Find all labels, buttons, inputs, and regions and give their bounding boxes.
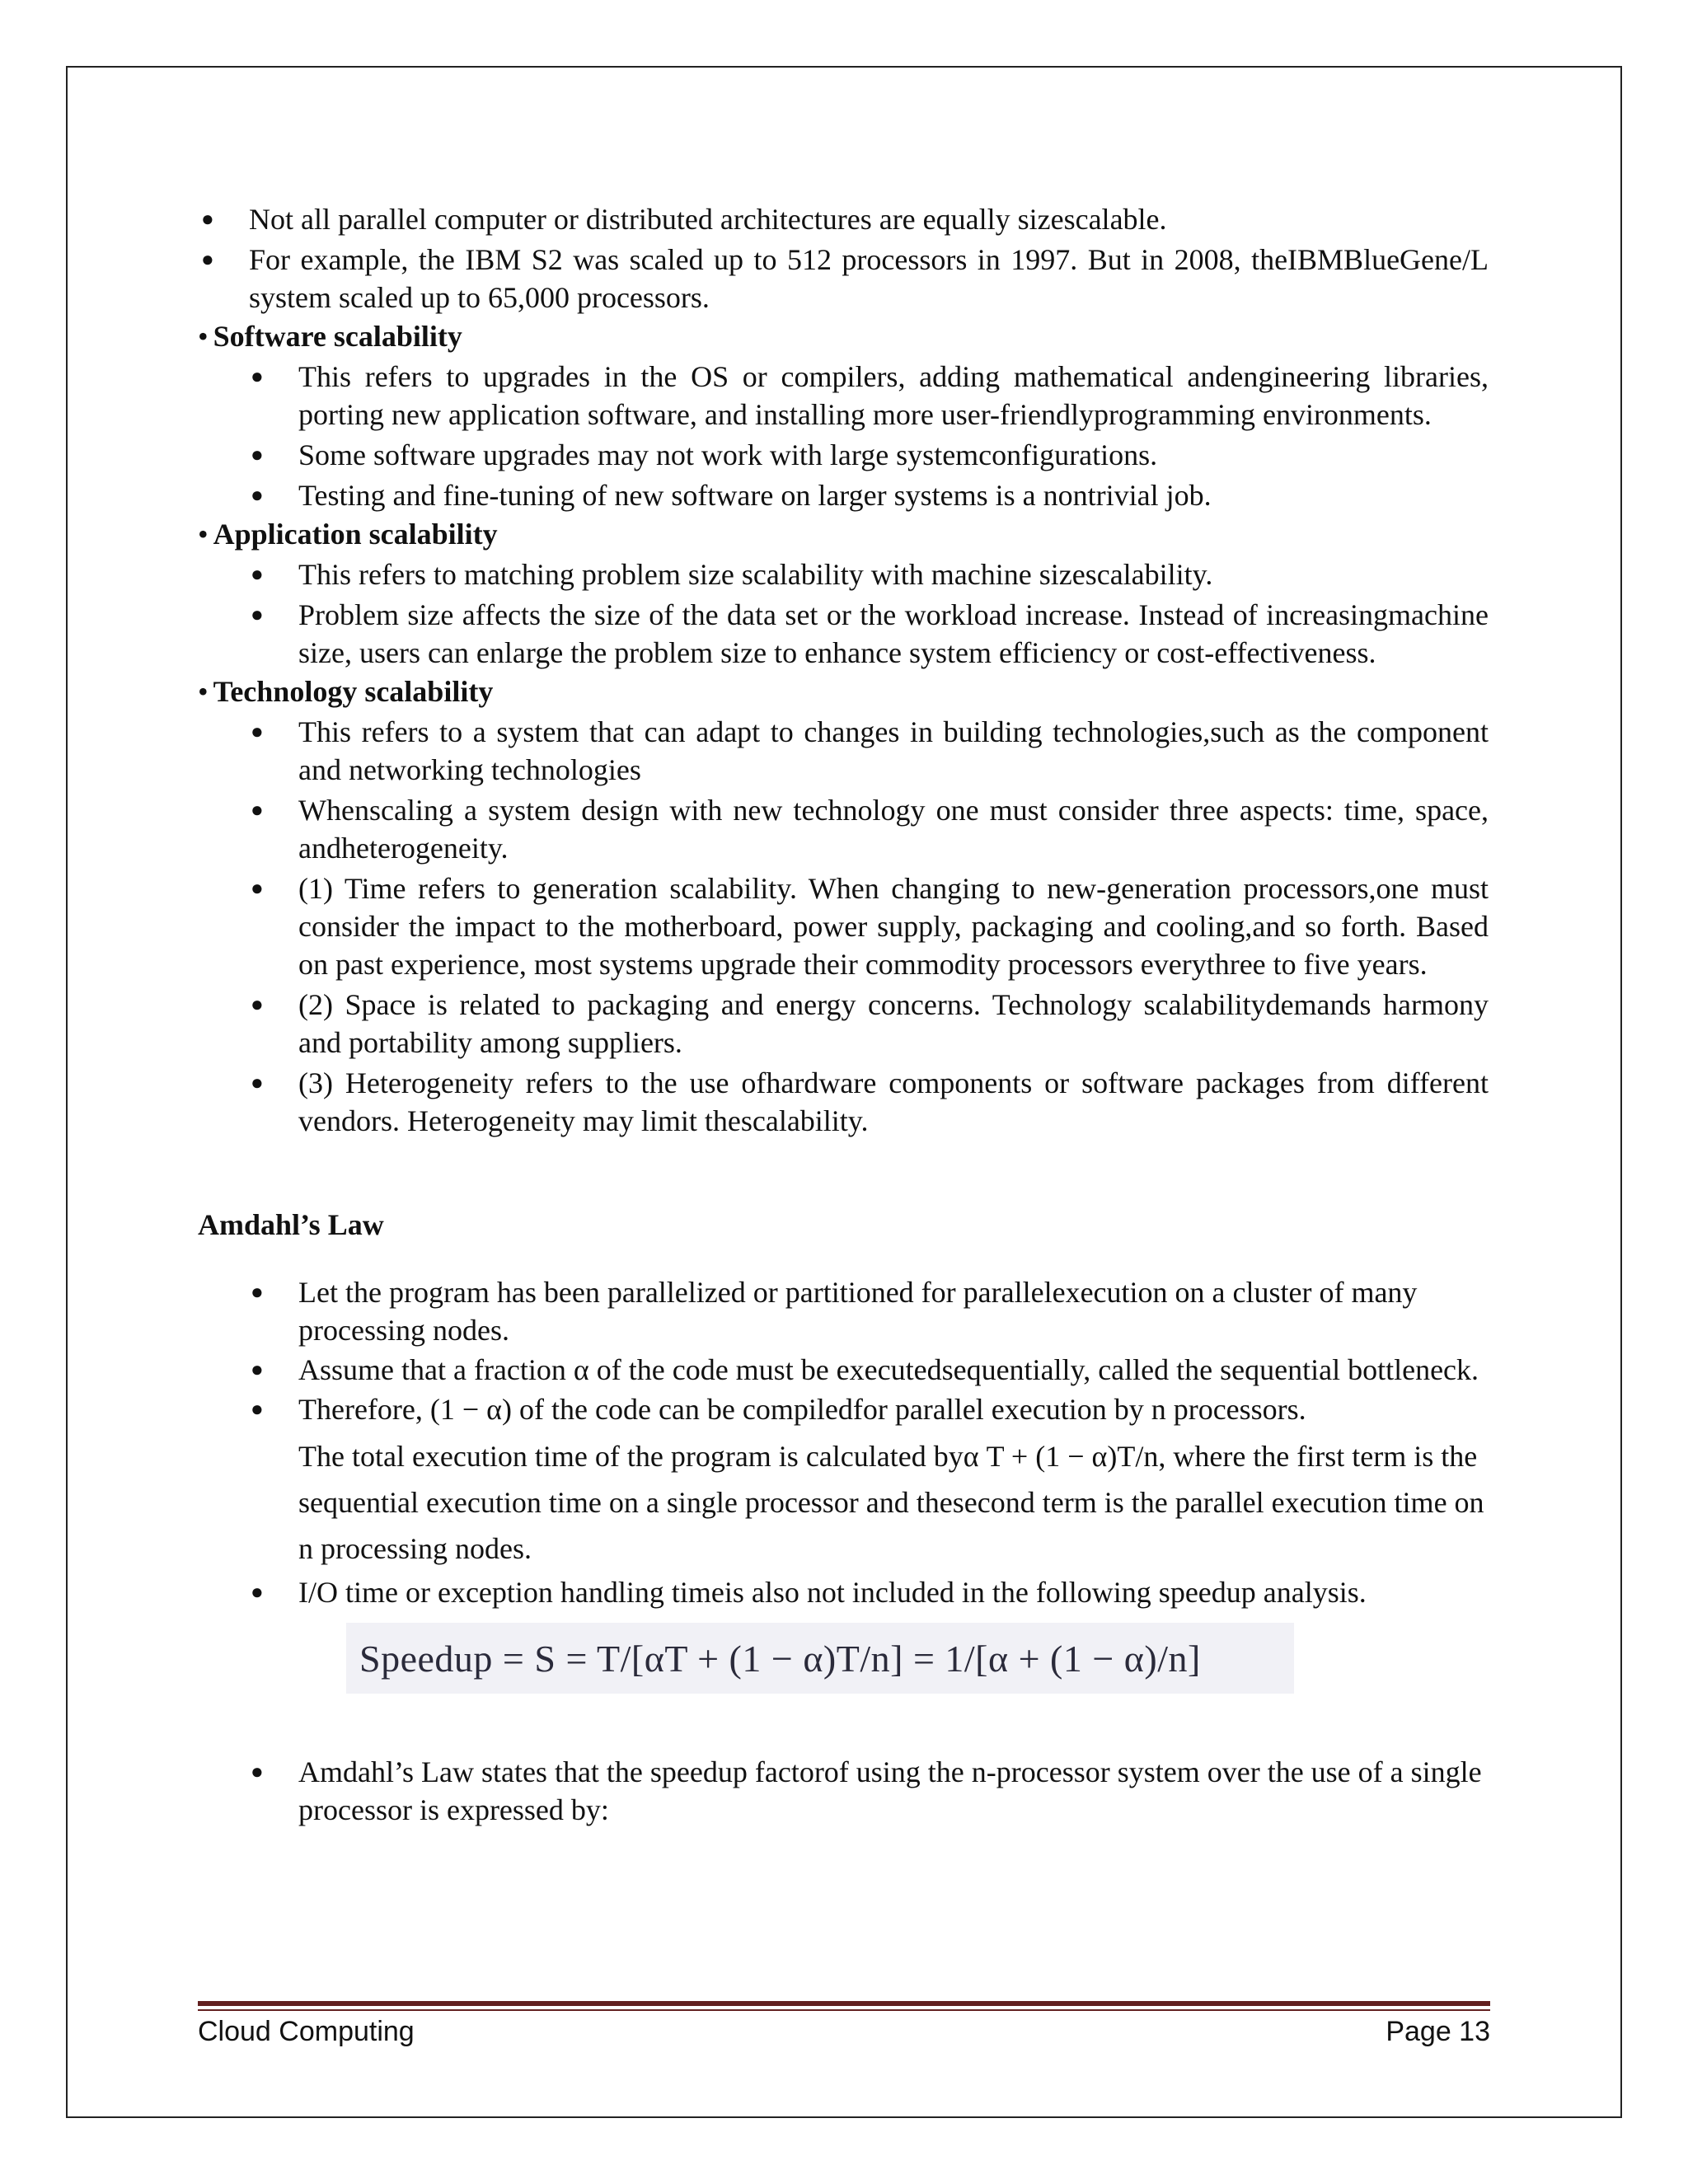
bullet-icon: ● (251, 1280, 264, 1304)
list-item: ● Whenscaling a system design with new technology one must consider three aspects: time, space, andheterogeneity. (198, 791, 1489, 867)
page-content (198, 198, 1489, 1829)
bullet-icon: ● (201, 247, 214, 271)
footer-title: Cloud Computing (198, 2015, 415, 2047)
amdahls-law-heading: Amdahl’s Law (198, 1208, 384, 1241)
application-scalability-heading: • Application scalability (198, 518, 498, 551)
list-item: ● (3) Heterogeneity refers to the use ofhardware components or software packages from different vendors. Heterogeneity may limit thescalability. (198, 1064, 1489, 1140)
list-item: ● Testing and fine-tuning of new software on larger systems is a nontrivial job. (198, 476, 1489, 514)
list-item: ● This refers to a system that can adapt to changes in building technologies,such as the component and networking technologies (198, 713, 1489, 789)
bullet-icon: • (198, 675, 209, 708)
list-item: ● Some software upgrades may not work with large systemconfigurations. (198, 436, 1489, 474)
amdahl-section (198, 1273, 1489, 1829)
list-item: ● This refers to matching problem size scalability with machine sizescalability. (198, 555, 1489, 593)
bullet-icon: ● (251, 602, 264, 626)
bullet-icon: ● (251, 483, 264, 507)
bullet-icon: ● (251, 1760, 264, 1783)
speedup-formula: Speedup = S = T/[αT + (1 − α)T/n] = 1/[α + (1 − α)/n] (346, 1623, 1294, 1694)
list-item: ● (1) Time refers to generation scalability. When changing to new-generation processors,one must consider the impact to the motherboard, power supply, packaging and cooling,and so forth. Based on past experience, most systems upgrade their commodity processors everythree to five years. (198, 869, 1489, 983)
bullet-icon: ● (251, 1071, 264, 1094)
bullet-icon: ● (251, 443, 264, 466)
technology-scalability-heading: • Technology scalability (198, 675, 494, 708)
bullet-icon: ● (251, 1357, 264, 1381)
bullet-icon: ● (251, 1580, 264, 1604)
list-item: ● This refers to upgrades in the OS or compilers, adding mathematical andengineering libraries, porting new application software, and installing more user-friendlyprogramming environments. (198, 358, 1489, 434)
list-item: ● (2) Space is related to packaging and energy concerns. Technology scalabilitydemands harmony and portability among suppliers. (198, 986, 1489, 1062)
list-item: ● Let the program has been parallelized or partitioned for parallelexecution on a cluster of many processing nodes. (198, 1273, 1489, 1349)
bullet-icon: ● (201, 207, 214, 231)
execution-time-paragraph: The total execution time of the program is calculated byα T + (1 − α)T/n, where the first term is the sequential execution time on a single processor and thesecond term is the parallel execution time on n processing nodes. (298, 1440, 1484, 1565)
list-item: ● Not all parallel computer or distributed architectures are equally sizescalable. (198, 200, 1489, 238)
bullet-icon: • (198, 518, 209, 551)
list-item: ● Amdahl’s Law states that the speedup factorof using the n-processor system over the use of a single processor is expressed by: (198, 1753, 1489, 1829)
bullet-icon: ● (251, 562, 264, 586)
spacer (198, 1694, 1489, 1751)
bullet-icon: ● (251, 876, 264, 900)
list-item: ● Assume that a fraction α of the code must be executedsequentially, called the sequential bottleneck. (198, 1351, 1489, 1389)
list-item: ● Therefore, (1 − α) of the code can be compiledfor parallel execution by n processors. (198, 1390, 1489, 1428)
bullet-icon: ● (251, 719, 264, 743)
list-item: ● Problem size affects the size of the data set or the workload increase. Instead of increasingmachine size, users can enlarge the problem size to enhance system efficiency or cost-effectiveness. (198, 596, 1489, 672)
bullet-icon: ● (251, 1397, 264, 1421)
page-number: Page 13 (1386, 2015, 1490, 2047)
footer-rule (198, 2001, 1490, 2006)
bullet-icon: ● (251, 992, 264, 1016)
page-footer (198, 2011, 1490, 2052)
bullet-icon: ● (251, 364, 264, 388)
bullet-icon: ● (251, 798, 264, 822)
software-scalability-heading: • Software scalability (198, 320, 462, 353)
list-item: ● For example, the IBM S2 was scaled up to 512 processors in 1997. But in 2008, theIBMBlueGene/L system scaled up to 65,000 processors. (198, 241, 1489, 316)
list-item: ● I/O time or exception handling timeis also not included in the following speedup analysis. (198, 1573, 1489, 1611)
bullet-icon: • (198, 320, 209, 353)
